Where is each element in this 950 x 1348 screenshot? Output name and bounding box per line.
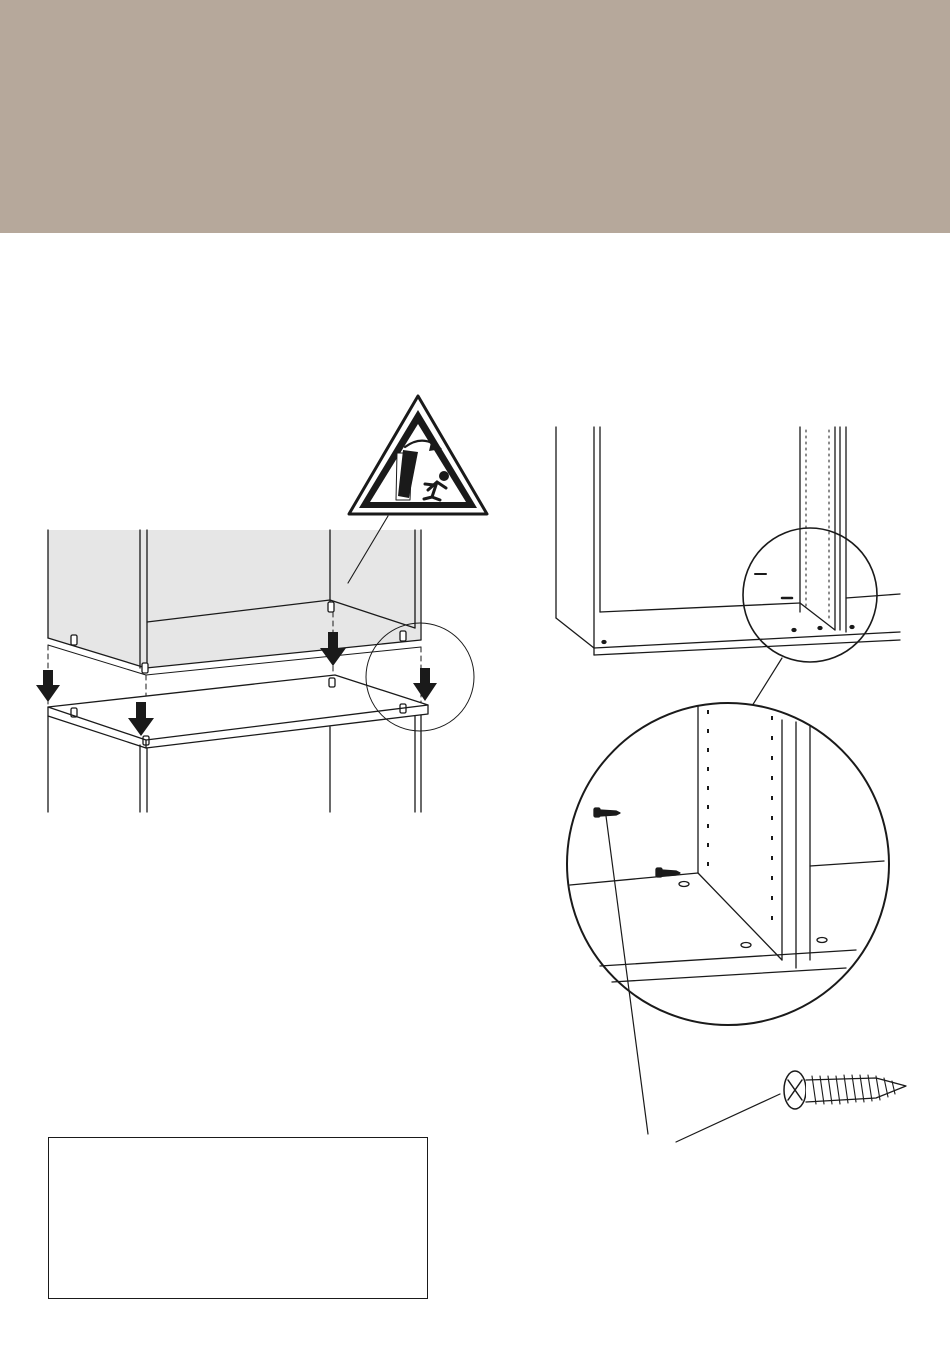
zoom-circle-large <box>567 703 889 1025</box>
upper-cabinet <box>48 530 421 675</box>
zoom-connector-line <box>752 658 782 706</box>
note-box <box>48 1137 428 1299</box>
header-band <box>0 0 950 233</box>
screw-icon <box>784 1071 906 1109</box>
arrow-down-icon <box>36 670 60 702</box>
zoom-circle-small <box>743 528 877 662</box>
cabinet-fastening-illustration <box>556 427 906 1142</box>
pointer-line <box>676 1094 780 1142</box>
cabinet-stacking-illustration <box>36 396 487 812</box>
tip-over-warning-icon <box>349 396 487 514</box>
arrow-down-icon <box>413 668 437 701</box>
lower-cabinet <box>48 675 428 812</box>
